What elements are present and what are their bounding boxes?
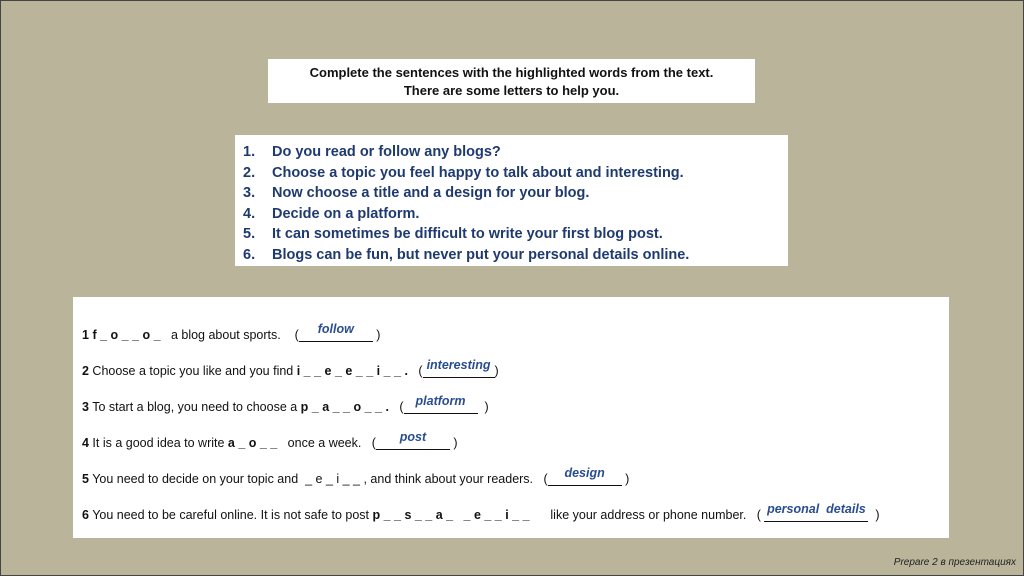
- item-text-after: once a week.: [277, 436, 362, 450]
- answer-blank[interactable]: [764, 501, 868, 522]
- exercise-item-2: 2 Choose a topic you like and you find i _ _ e _ e _ _ i _ _ . ( interesting ): [82, 357, 499, 378]
- sentence-text: Choose a topic you feel happy to talk about and interesting.: [272, 164, 684, 181]
- answer-blank[interactable]: [404, 393, 478, 414]
- footer-caption: Prepare 2 в презентациях: [893, 557, 1016, 568]
- sentence-row: [243, 183, 788, 204]
- item-text-before: You need to be careful online. It is not safe to post: [88, 508, 373, 522]
- sentence-number: 1.: [243, 144, 256, 161]
- answer-text: personal details: [767, 501, 866, 516]
- sentence-number: 6.: [243, 246, 256, 263]
- sentence-number: 2.: [243, 164, 256, 181]
- exercise-item-5: 5 You need to decide on your topic and _ e _ i _ _ , and think about your readers. ( design ): [82, 465, 630, 486]
- item-number: 2: [82, 364, 89, 378]
- instructions-box: [268, 59, 755, 103]
- item-number: 5: [82, 472, 89, 486]
- answer-text: interesting: [426, 357, 491, 372]
- answer-text: design: [564, 465, 605, 480]
- letter-hint: _ e _ i _ _ ,: [301, 472, 367, 486]
- letter-hint: p _ _ s _ _ a _ _ e _ _ i _ _: [372, 508, 530, 522]
- answer-text: post: [399, 429, 427, 444]
- item-number: 4: [82, 436, 89, 450]
- instructions-line-1: Complete the sentences with the highlighted words from the text.: [309, 65, 714, 80]
- exercise-item-3: 3 To start a blog, you need to choose a p _ a _ _ o _ _ . ( platform ): [82, 393, 489, 414]
- letter-hint: f _ o _ _ o _: [92, 328, 161, 342]
- answer-blank[interactable]: [548, 465, 622, 486]
- sentence-text: Do you read or follow any blogs?: [272, 144, 501, 161]
- letter-hint: a _ o _ _: [227, 436, 278, 450]
- sentence-row: [243, 245, 788, 266]
- answer-blank[interactable]: [423, 357, 495, 378]
- item-text-after: a blog about sports.: [160, 328, 281, 342]
- item-text-after: like your address or phone number.: [529, 508, 747, 522]
- answer-text: follow: [317, 321, 354, 336]
- instructions-line-2: There are some letters to help you.: [403, 83, 620, 98]
- item-text-before: You need to decide on your topic and: [88, 472, 302, 486]
- sentence-row: [243, 142, 788, 163]
- item-number: 6: [82, 508, 89, 522]
- exercise-item-4: 4 It is a good idea to write a _ o _ _ once a week. ( post ): [82, 429, 458, 450]
- answer-blank[interactable]: [376, 429, 450, 450]
- letter-hint: p _ a _ _ o _ _ .: [300, 400, 389, 414]
- sentence-row: [243, 224, 788, 245]
- sentence-text: Now choose a title and a design for your blog.: [272, 185, 590, 202]
- sentence-number: 4.: [243, 205, 256, 222]
- exercise-box: [73, 297, 949, 538]
- item-text-before: It is a good idea to write: [88, 436, 228, 450]
- letter-hint: i _ _ e _ e _ _ i _ _ .: [296, 364, 408, 378]
- sentence-text: Decide on a platform.: [272, 205, 420, 222]
- answer-text: platform: [415, 393, 466, 408]
- item-text-after: and think about your readers.: [366, 472, 534, 486]
- exercise-item-1: 1 f _ o _ _ o _ a blog about sports. ( follow ): [82, 321, 381, 342]
- sentence-text: Blogs can be fun, but never put your personal details online.: [272, 246, 690, 263]
- sentence-row: [243, 204, 788, 225]
- item-text-before: To start a blog, you need to choose a: [88, 400, 301, 414]
- sentence-text: It can sometimes be difficult to write your first blog post.: [272, 226, 663, 243]
- item-text-before: Choose a topic you like and you find: [88, 364, 297, 378]
- exercise-item-6: 6 You need to be careful online. It is not safe to post p _ _ s _ _ a _ _ e _ _ i _ _ like your address or phone number. ( personal details ): [82, 501, 880, 522]
- sentence-number: 3.: [243, 185, 256, 202]
- sentence-row: [243, 163, 788, 184]
- answer-blank[interactable]: [299, 321, 373, 342]
- item-number: 1: [82, 328, 89, 342]
- highlighted-sentences-box: [235, 135, 788, 266]
- sentence-number: 5.: [243, 226, 256, 243]
- item-number: 3: [82, 400, 89, 414]
